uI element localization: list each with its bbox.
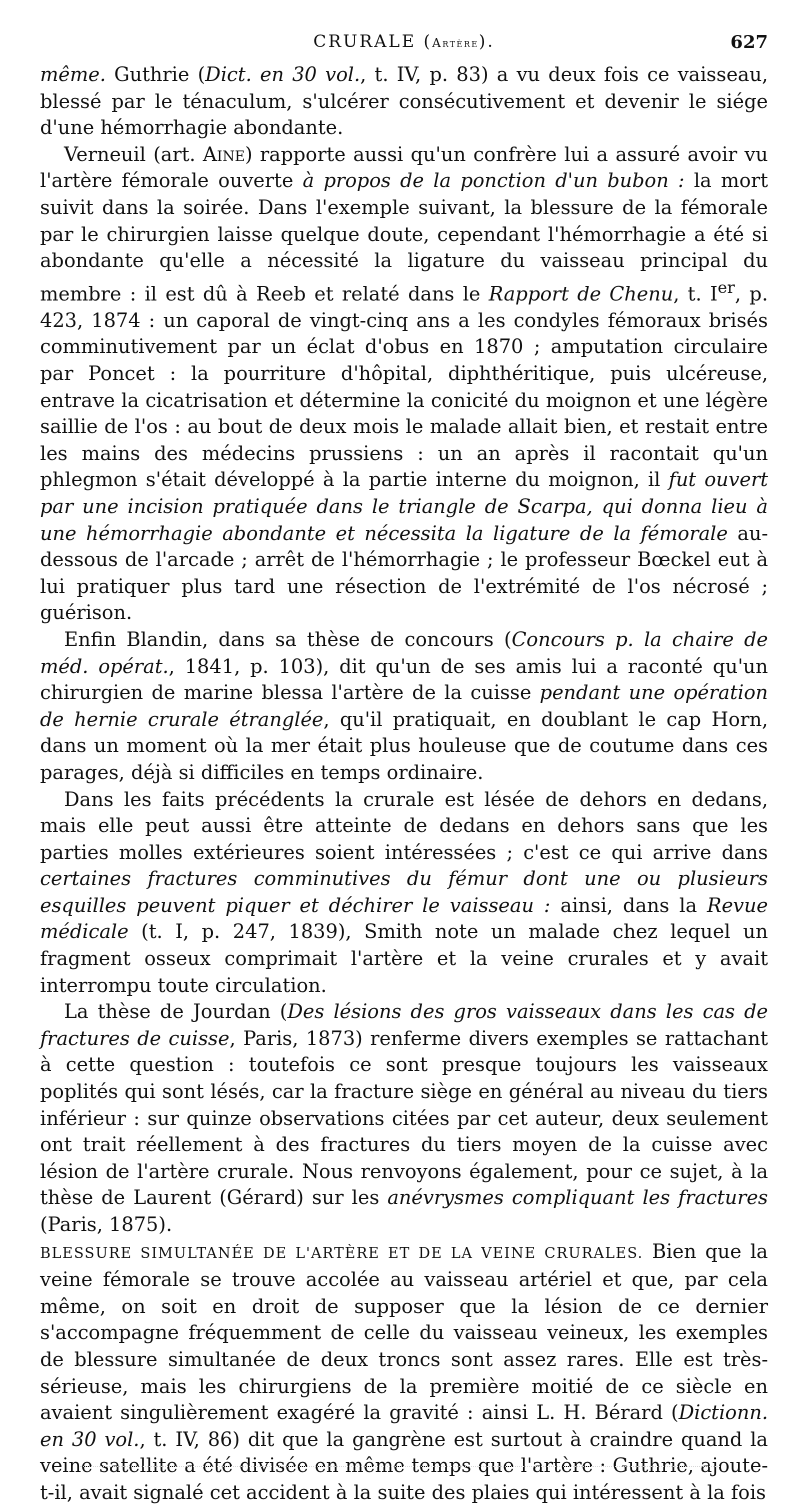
p1-italic-1: même. <box>40 63 106 86</box>
p1-text-1: Guthrie ( <box>105 63 206 86</box>
p4-italic-2: Revue médicale <box>40 893 768 944</box>
p2-text-1: Verneuil (art. <box>64 142 203 166</box>
page-body <box>40 62 768 1507</box>
p5-italic-1: Des lésions des gros vaisseaux dans les cas de fractures de cuisse <box>40 1000 768 1050</box>
running-subtitle-open: ( <box>423 32 433 52</box>
p5-text-3: (Paris, 1875). <box>40 1213 173 1236</box>
section-heading-blessure-simultanee: BLESSURE SIMULTANÉE DE L'ARTÈRE ET DE LA VEINE CRURALES. <box>40 1245 644 1262</box>
p2-text-6: au-dessous de l'arcade ; arrêt de l'hémorrhagie ; le professeur Bœckel eut à lui pratiquer plus tard une résection de l'extrémité de l'os nécrosé ; guérison. <box>40 521 768 625</box>
p4-text-2: ainsi, dans la <box>550 893 707 917</box>
p1-italic-2: Dict. en 30 vol. <box>205 63 361 86</box>
p2-smallcaps-1: Aine <box>202 142 245 166</box>
p4-text-1: Dans les faits précédents la crurale est lésée de dehors en dedans, mais elle peut aussi être atteinte de dedans en dehors sans que les parties molles extérieures soient intéressées ; c'est ce qui arrive dans <box>40 787 768 864</box>
p4-italic-1: certaines fractures comminutives du fémur dont une ou plusieurs esquilles peuvent piquer et déchirer le vaisseau : <box>40 867 768 917</box>
p2-italic-1: à propos de la ponction d'un bubon : <box>302 169 685 193</box>
p3-text-3: , qu'il pratiquait, en doublant le cap Horn, dans un moment où la mer était plus houleuse que de coutume dans ces parages, déjà si difficiles en temps ordinaire. <box>40 707 768 784</box>
faint-bleed-through-line <box>80 1466 720 1471</box>
p3-text-2: , 1841, p. 103), dit qu'un de ses amis lui a raconté qu'un chirurgien de marine blessa l'artère de la cuisse <box>40 654 768 705</box>
p6-italic-1: Dictionn. en 30 vol. <box>40 1401 768 1451</box>
page-number: 627 <box>730 32 768 53</box>
p2-text-5: , p. 423, 1874 : un caporal de vingt-cinq ans a les condyles fémoraux brisés comminutivement par un éclat d'obus en 1870 ; amputation circulaire par Poncet : la pourriture d'hôpital, diphthéritique, puis ulcéreuse, entrave la cicatrisation et détermine la conicité du moignon et une légère saillie de l'os : au bout de deux mois le malade allait bien, et restait entre les mains des médecins prussiens : un an après il racontait qu'un phlegmon s'était développé à la partie interne du moignon, il <box>40 282 768 492</box>
running-title-main: CRURALE <box>313 32 417 52</box>
p3-text-1: Enfin Blandin, dans sa thèse de concours ( <box>64 627 512 651</box>
p2-text-3: la mort suivit dans la soirée. Dans l'exemple suivant, la blessure de la fémorale par le chirurgien laisse quelque doute, cependant l'hémorrhagie a été si abondante qu'elle a nécessité la ligature du vaisseau principal du membre : il est dû à Reeb et relaté dans le <box>40 169 768 306</box>
p2-text-4: , t. I <box>673 282 718 306</box>
running-subtitle: Artère <box>432 36 479 50</box>
paragraph-1 <box>40 62 768 142</box>
paragraph-4 <box>40 787 768 1000</box>
p3-italic-2: pendant une opération de hernie crurale étranglée <box>40 681 768 731</box>
p2-italic-3: fut ouvert par une incision pratiquée dans le triangle de Scarpa, qui donna lieu à une hémorrhagie abondante et nécessita la ligature de la fémorale <box>40 468 768 545</box>
paragraph-3 <box>40 627 768 787</box>
p3-italic-1: Concours p. la chaire de méd. opérat. <box>40 627 768 678</box>
p5-text-2: , Paris, 1873) renferme divers exemples se rattachant à cette question : toutefois ce sont presque toujours les vaisseaux poplités qui sont lésés, car la fracture siège en général au niveau du tiers inférieur : sur quinze observations citées par cet auteur, deux seulement ont trait réellement à des fractures du tiers moyen de la cuisse avec lésion de l'artère crurale. Nous renvoyons également, pour ce sujet, à la thèse de Laurent (Gérard) sur les <box>40 1026 768 1210</box>
p2-text-2: ) rapporte aussi qu'un confrère lui a assuré avoir vu l'artère fémorale ouverte <box>40 142 768 193</box>
paragraph-5 <box>40 999 768 1238</box>
p5-text-1: La thèse de Jourdan ( <box>64 1000 288 1024</box>
p6-text-2: , t. IV, 86) dit que la gangrène est surtout à craindre quand la veine satellite a été divisée en même temps que l'artère : Guthrie, ajoute-t-il, avait signalé cet accident à la suite des plaies qui intéressent à la fois <box>40 1427 768 1504</box>
p1-text-2: , t. IV, p. 83) a vu deux fois ce vaisseau, blessé par le ténaculum, s'ulcérer consécutivement et devenir le siége d'une hémorrhagie abondante. <box>40 63 769 140</box>
running-title <box>40 32 768 52</box>
p5-italic-2: anévrysmes compliquant les fractures <box>387 1186 768 1210</box>
running-header <box>40 30 768 58</box>
running-subtitle-close: ). <box>478 32 495 52</box>
p6-text-1: Bien que la veine fémorale se trouve accolée au vaisseau artériel et que, par cela même, on soit en droit de supposer que la lésion de ce dernier s'accompagne fréquemment de celle du vaisseau veineux, les exemples de blessure simultanée de deux troncs sont assez rares. Elle est très-sérieuse, mais les chirurgiens de la première moitié de ce siècle en avaient singulièrement exagéré la gravité : ainsi L. H. Bérard ( <box>40 1239 768 1425</box>
p2-superscript-1: er <box>717 277 735 297</box>
p4-text-3: (t. I, p. 247, 1839), Smith note un malade chez lequel un fragment osseux comprimait l'artère et la veine crurales et y avait interrompu toute circulation. <box>40 920 768 997</box>
paragraph-2 <box>40 142 768 627</box>
p2-italic-2: Rapport de Chenu <box>488 282 674 306</box>
